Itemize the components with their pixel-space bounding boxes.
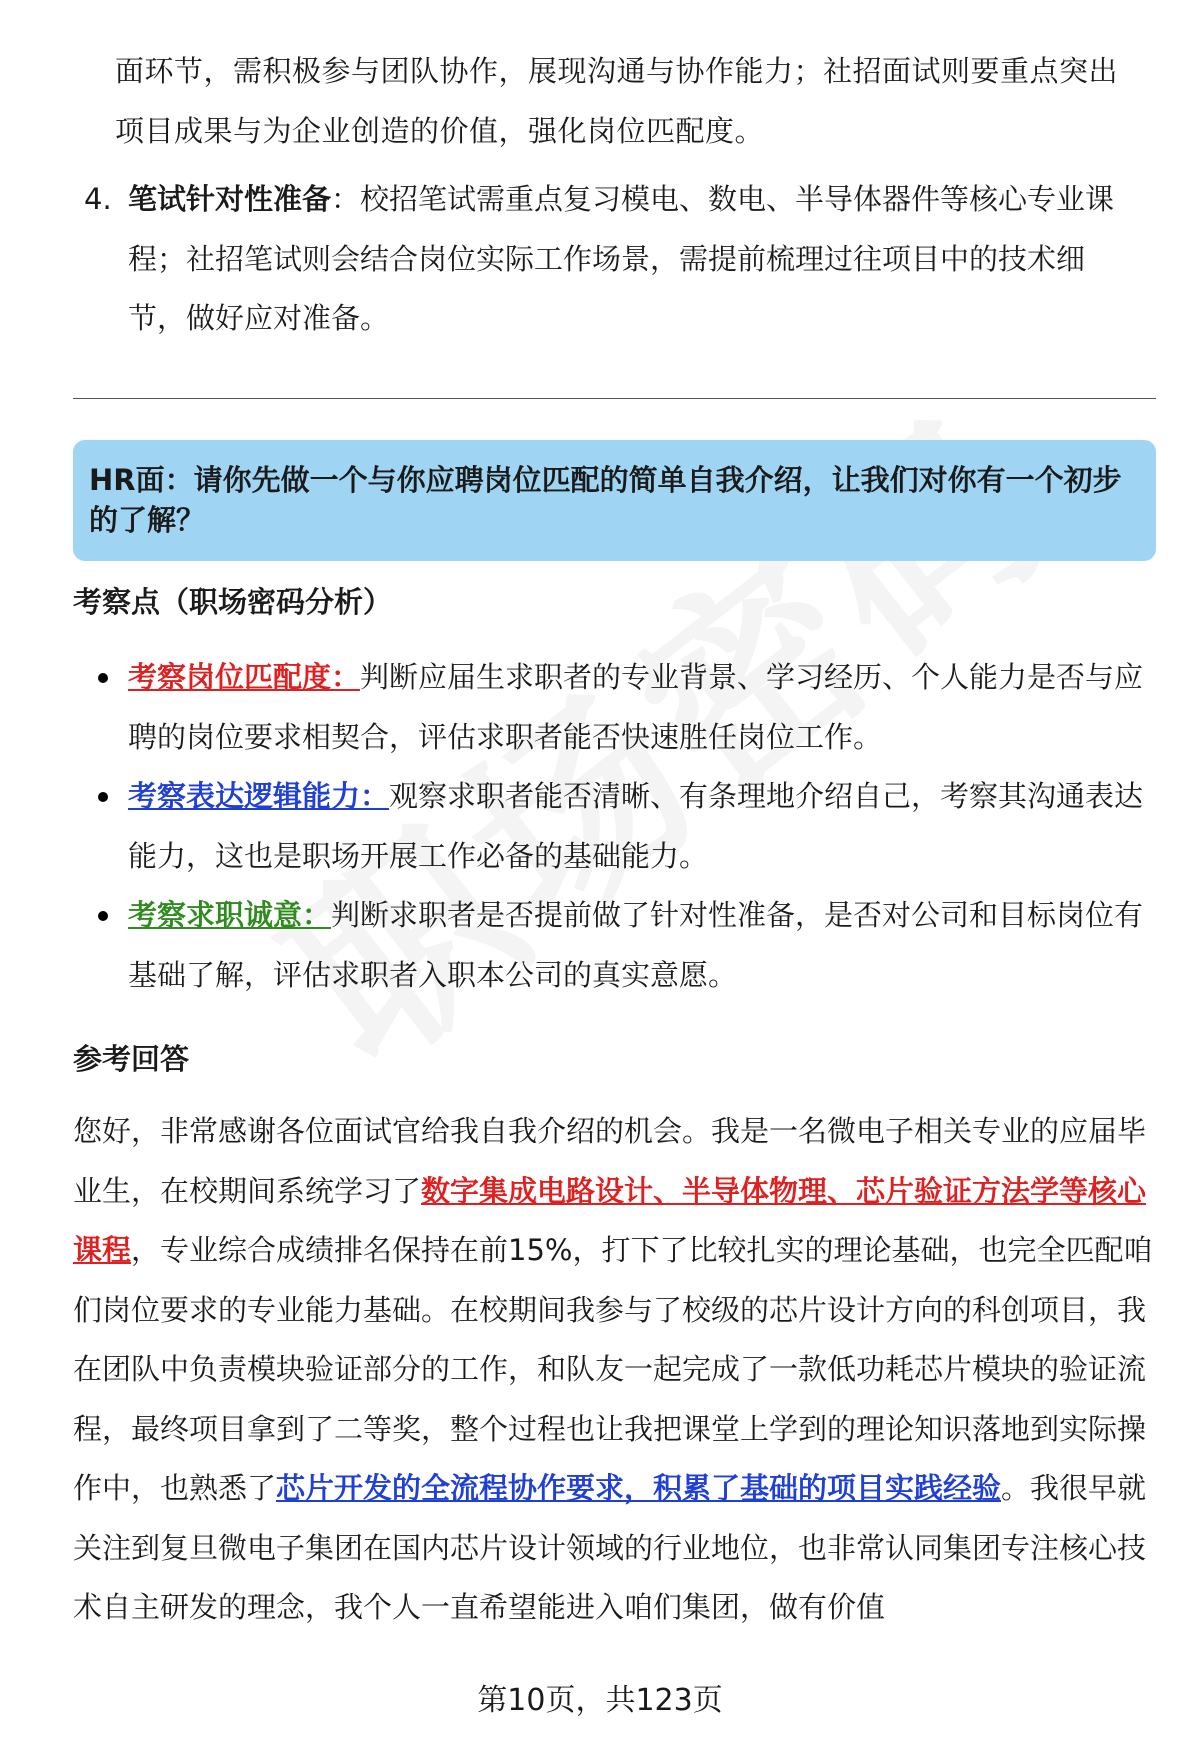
assessment-point-1: [90, 648, 1150, 767]
answer-highlight-2: 芯片开发的全流程协作要求，积累了基础的项目实践经验: [276, 1471, 1002, 1505]
list-item-4: [80, 170, 1140, 349]
list-item-title: 笔试针对性准备: [128, 182, 332, 216]
bullet-dot: [98, 911, 108, 921]
list-item-body: [128, 170, 1140, 349]
section-divider: [73, 398, 1156, 399]
answer-part-2: ，专业综合成绩排名保持在前15%，打下了比较扎实的理论基础，也完全匹配咱们岗位要求的专业能力基础。在校期间我参与了校级的芯片设计方向的科创项目，我在团队中负责模块验证部分的工作，和队友一起完成了一款低功耗芯片模块的验证流程，最终项目拿到了二等奖，整个过程也让我把课堂上学到的理论知识落地到实际操作中，也熟悉了: [73, 1233, 1153, 1505]
question-box: [73, 440, 1156, 561]
bullet-dot: [98, 792, 108, 802]
question-text: HR面：请你先做一个与你应聘岗位匹配的简单自我介绍，让我们对你有一个初步的了解？: [89, 463, 1122, 537]
assessment-point-3: [90, 886, 1150, 1005]
answer-part-1: 您好，非常感谢各位面试官给我自我介绍的机会。我是一名微电子相关专业的应届毕业生，在校期间系统学习了: [73, 1114, 1147, 1208]
assessment-heading: 考察点（职场密码分析）: [73, 585, 393, 619]
assessment-keyword: 考察求职诚意：: [128, 898, 332, 932]
assessment-keyword: 考察表达逻辑能力：: [128, 779, 390, 813]
answer-highlight-1: 数字集成电路设计、半导体物理、芯片验证方法学等核心课程: [73, 1173, 1147, 1267]
assessment-text: 观察求职者能否清晰、有条理地介绍自己，考察其沟通表达能力，这也是职场开展工作必备的基础能力。: [128, 779, 1144, 873]
intro-line-1: 面环节，需积极参与团队协作，展现沟通与协作能力；社招面试则要重点突出: [115, 54, 1119, 88]
list-number: 4.: [84, 182, 112, 216]
assessment-keyword: 考察岗位匹配度：: [128, 660, 361, 694]
assessment-text: 判断应届生求职者的专业背景、学习经历、个人能力是否与应聘的岗位要求相契合，评估求职者能否快速胜任岗位工作。: [128, 660, 1144, 754]
intro-line-2: 项目成果与为企业创造的价值，强化岗位匹配度。: [115, 113, 765, 148]
answer-heading: 参考回答: [73, 1042, 190, 1076]
bullet-dot: [98, 673, 108, 683]
assessment-text: 判断求职者是否提前做了针对性准备，是否对公司和目标岗位有基础了解，评估求职者入职本公司的真实意愿。: [128, 898, 1144, 992]
answer-part-3: 。我很早就关注到复旦微电子集团在国内芯片设计领域的行业地位，也非常认同集团专注核心技术自主研发的理念，我个人一直希望能进入咱们集团，做有价值: [73, 1471, 1147, 1624]
intro-continuation: [115, 42, 1160, 161]
assessment-point-2: [90, 767, 1150, 886]
list-item-text: ：校招笔试需重点复习模电、数电、半导体器件等核心专业课程；社招笔试则会结合岗位实际工作场景，需提前梳理过往项目中的技术细节，做好应对准备。: [128, 182, 1115, 335]
page-footer: 第10页，共123页: [477, 1683, 723, 1718]
reference-answer: [73, 1102, 1158, 1638]
